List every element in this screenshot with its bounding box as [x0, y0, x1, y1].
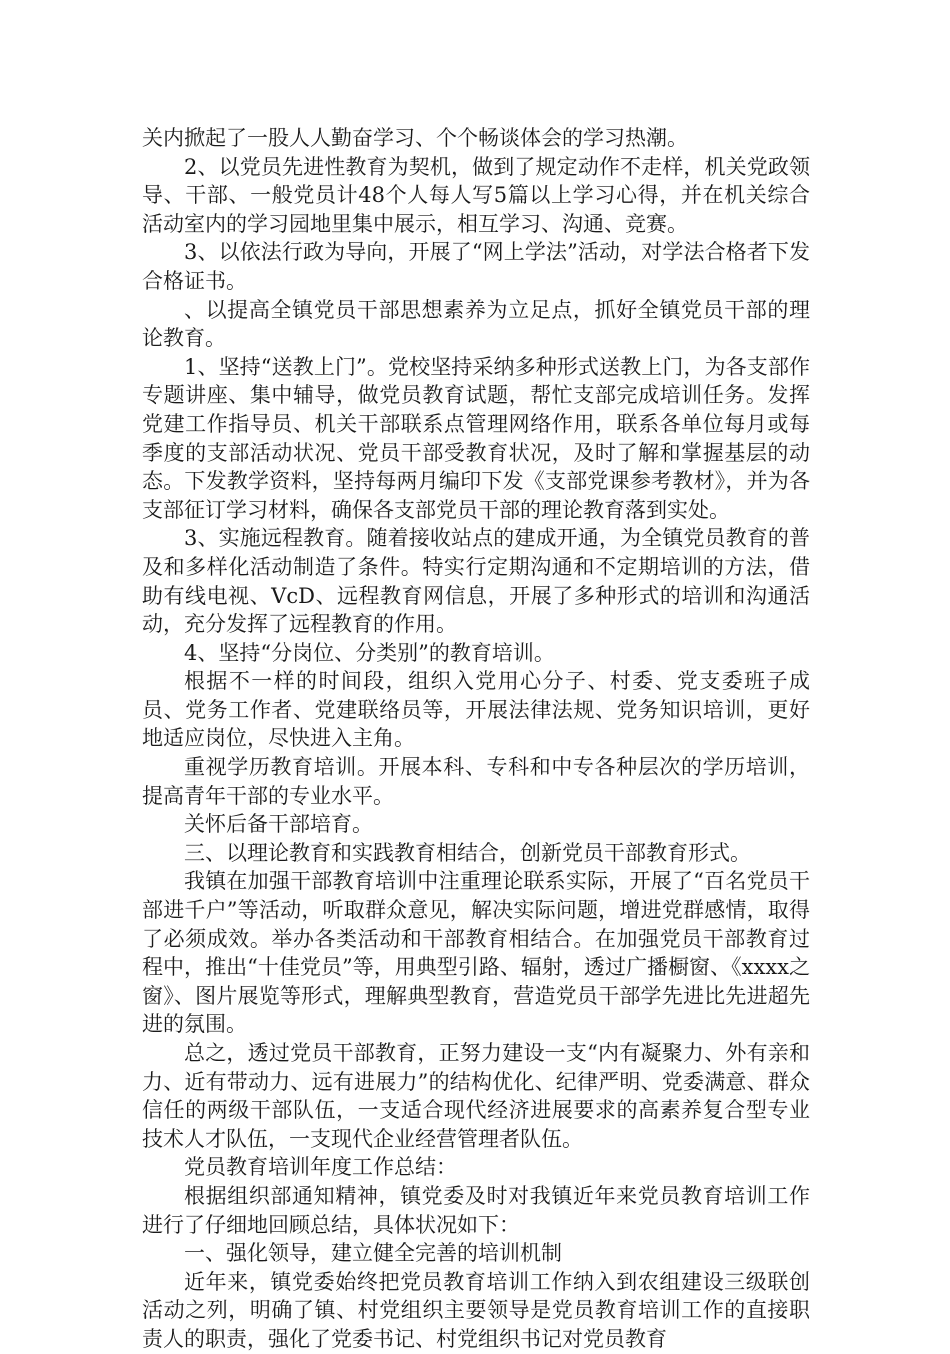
paragraph: 总之，透过党员干部教育，正努力建设一支“内有凝聚力、外有亲和力、近有带动力、远有进展力”的结构优化、纪律严明、党委满意、群众信任的两级干部队伍，一支适合现代经济进展要求的高素养复合型专业技术人才队伍，一支现代企业经营管理者队伍。 [142, 1041, 810, 1151]
paragraph: 2、以党员先进性教育为契机，做到了规定动作不走样，机关党政领导、干部、一般党员计48个人每人写5篇以上学习心得，并在机关综合活动室内的学习园地里集中展示，相互学习、沟通、竞赛。 [142, 154, 810, 236]
paragraph: 4、坚持“分岗位、分类别”的教育培训。 [184, 640, 555, 665]
paragraph: 三、以理论教育和实践教育相结合，创新党员干部教育形式。 [184, 840, 751, 865]
paragraph: 3、实施远程教育。随着接收站点的建成开通，为全镇党员教育的普及和多样化活动制造了条件。特实行定期沟通和不定期培训的方法，借助有线电视、VcD、远程教育网信息，开展了多种形式的培训和沟通活动，充分发挥了远程教育的作用。 [142, 526, 810, 637]
paragraph: 、以提高全镇党员干部思想素养为立足点，抓好全镇党员干部的理论教育。 [142, 297, 810, 351]
paragraph: 党员教育培训年度工作总结： [184, 1155, 457, 1180]
paragraph: 近年来，镇党委始终把党员教育培训工作纳入到农组建设三级联创活动之列，明确了镇、村党组织主要领导是党员教育培训工作的直接职责人的职责，强化了党委书记、村党组织书记对党员教育 [142, 1269, 810, 1351]
document-body [142, 124, 810, 1354]
paragraph: 根据不一样的时间段，组织入党用心分子、村委、党支委班子成员、党务工作者、党建联络员等，开展法律法规、党务知识培训，更好地适应岗位，尽快进入主角。 [142, 669, 810, 751]
paragraph: 我镇在加强干部教育培训中注重理论联系实际，开展了“百名党员干部进千户”等活动，听取群众意见，解决实际问题，增进党群感情，取得了必须成效。举办各类活动和干部教育相结合。在加强党员干部教育过程中，推出“十佳党员”等，用典型引路、辐射，透过广播橱窗、《xxxx之窗》、图片展览等形式，理解典型教育，营造党员干部学先进比先进超先进的氛围。 [142, 869, 810, 1037]
paragraph: 重视学历教育培训。开展本科、专科和中专各种层次的学历培训，提高青年干部的专业水平。 [142, 755, 810, 808]
paragraph: 关怀后备干部培育。 [184, 812, 373, 837]
paragraph: 3、以依法行政为导向，开展了“网上学法”活动，对学法合格者下发合格证书。 [142, 240, 810, 293]
paragraph: 根据组织部通知精神，镇党委及时对我镇近年来党员教育培训工作进行了仔细地回顾总结，具体状况如下： [142, 1183, 810, 1237]
paragraph: 一、强化领导，建立健全完善的培训机制 [184, 1241, 562, 1266]
paragraph: 1、坚持“送教上门”。党校坚持采纳多种形式送教上门，为各支部作专题讲座、集中辅导，做党员教育试题，帮忙支部完成培训任务。发挥党建工作指导员、机关干部联系点管理网络作用，联系各单位每月或每季度的支部活动状况、党员干部受教育状况，及时了解和掌握基层的动态。下发教学资料，坚持每两月编印下发《支部党课参考教材》，并为各支部征订学习材料，确保各支部党员干部的理论教育落到实处。 [142, 354, 810, 522]
paragraph: 关内掀起了一股人人勤奋学习、个个畅谈体会的学习热潮。 [142, 126, 688, 150]
